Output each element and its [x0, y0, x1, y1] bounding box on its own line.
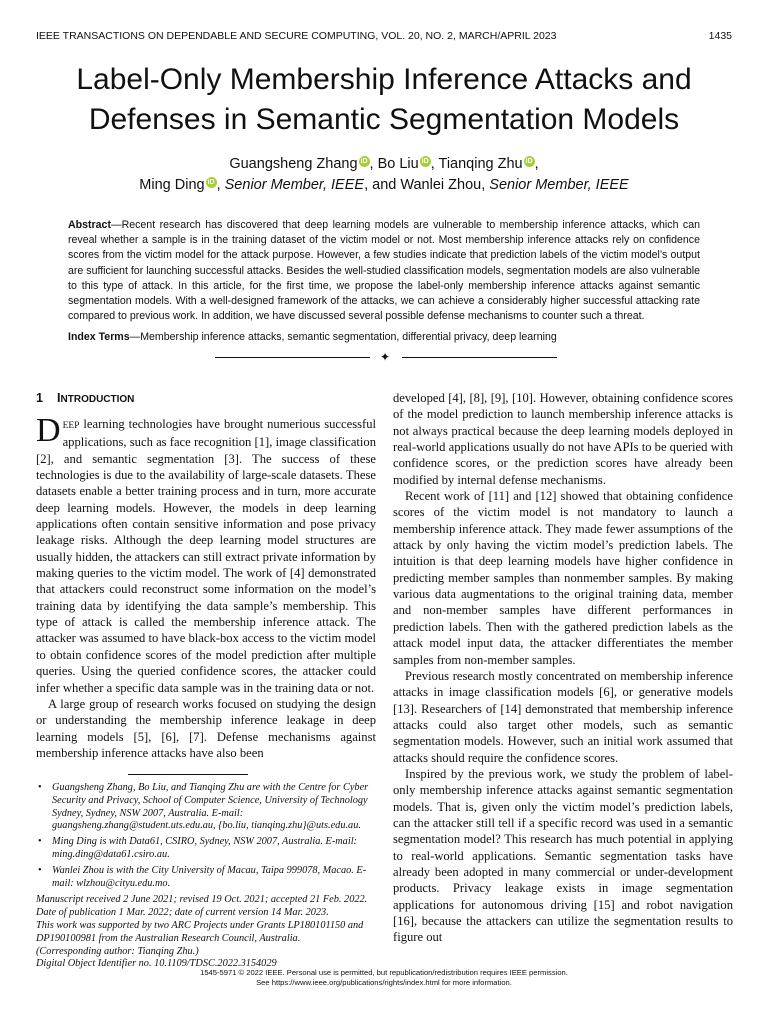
orcid-icon[interactable]: iD [207, 179, 215, 186]
paragraph: developed [4], [8], [9], [10]. However, obtaining confidence scores of the model prediction to launch membership inference attacks is not always practical because the deep learning models deployed in real-world applications usually do not have APIs to be queried with confidence scores, or the prediction scores have already been modified by internal defense mechanisms. [393, 391, 733, 487]
affiliation-note: • Wanlei Zhou is with the City University of Macau, Taipa 999078, Macao. E-mail: wlzhou@cityu.edu.mo. [36, 865, 378, 891]
index-terms-text: —Membership inference attacks, semantic segmentation, differential privacy, deep learning [129, 331, 557, 343]
paragraph-text: learning technologies have brought numerious successful applications, such as face recognition [1], image classification [2], and semantic segmentation [3]. The success of these technologies is due to the availability of large-scale datasets. These datasets enable a better training process and in turn, more accurate deep learning models. However, the models in deep learning applications often contain sensitive information and pose privacy leakage risks. Although the deep learning model structures are usually hidden, the attackers can still extract private information by making queries to the victim model. The work of [4] demonstrated that attackers could reconstruct some information on the model’s training data by identifying the data sample’s membership. This type of attack is called the membership inference attack. The attacker was assumed to have black-box access to the victim model to obtain confidence scores of the model prediction after multiple queries. Using the queried confidence scores, the attacker could infer whether a specific data sample was in the training data or not. [36, 417, 376, 695]
section-title-initial: I [57, 391, 61, 405]
page-number: 1435 [708, 30, 732, 42]
paragraph: Inspired by the previous work, we study the problem of label-only membership inference attacks against semantic segmentation models. That is, given only the victim model’s prediction labels, can the attacker still tell if a specific record was used in a semantic segmentation model? This research has much potential in applying to real-world applications. Semantic segmentation tasks have already been adopted in many commercial or under-development products. Privacy leakage exists in image segmentation applications for autonomous driving [15] and robot navigation [16], because the attackers can utilize the segmentation results to figure out [393, 766, 733, 945]
drop-cap-rest: EEP [62, 421, 80, 431]
divider-line [215, 357, 370, 358]
paragraph: A large group of research works focused on studying the design or understanding the membership inference leakage in deep learning models [5], [6], [7]. Defense mechanisms against membership inference attacks have also been [36, 696, 376, 760]
paragraph [36, 412, 376, 696]
orcid-icon[interactable]: iD [360, 158, 368, 165]
abstract [68, 218, 700, 324]
section-number: 1 [36, 391, 44, 405]
divider-line [402, 357, 557, 358]
author-name: Bo Liu [377, 156, 419, 172]
copyright-notice [0, 968, 768, 988]
author-role: Senior Member, IEEE [489, 177, 629, 193]
right-column [393, 390, 733, 946]
paper-title [0, 60, 768, 140]
author-name: Tianqing Zhu [438, 156, 523, 172]
index-terms-label: Index Terms [68, 331, 130, 343]
author-name: and Wanlei Zhou, [372, 177, 486, 193]
orcid-icon[interactable]: iD [525, 158, 533, 165]
paragraph: Previous research mostly concentrated on membership inference attacks in image classification models [6], or generative models [13]. Researchers of [14] demonstrated that membership inference attacks could also target other models, such as semantic segmentation models. However, such an initial work assumed that attacks should require the confidence scores. [393, 668, 733, 765]
author-list [0, 154, 768, 196]
author-line-1: Guangsheng Zhang iD , Bo Liu iD , Tianqing Zhu iD , [229, 156, 539, 172]
paragraph: Recent work of [11] and [12] showed that obtaining confidence scores of the victim model is not mandatory to launch a membership inference attack. They made fewer assumptions of the attack by only having the victim model’s prediction labels. The intuition is that deep learning models have higher confidence in predicting member samples than nonmember samples. By making various data augmentations to the original training data, member and non-member samples have different performances in prediction labels. Then with the gathered prediction labels as the attack model input data, the attacker differentiates the member samples from non-member samples. [393, 489, 733, 667]
left-column [36, 390, 376, 761]
section-divider [215, 349, 557, 367]
corresponding-author: (Corresponding author: Tianqing Zhu.) [36, 945, 199, 957]
affiliation-note: • Guangsheng Zhang, Bo Liu, and Tianqing Zhu are with the Centre for Cyber Security and Privacy, School of Computer Science, University of Technology Sydney, Sydney, NSW 2007, Australia. E-mail: guangsheng.zhang@student.uts.edu.au, {bo.liu, tianqing.zhu}@uts.edu.au. [36, 782, 378, 833]
section-heading [36, 390, 376, 408]
funding-note: This work was supported by two ARC Projects under Grants LP180101150 and DP190100981 from the Australian Research Council, Australia. [36, 919, 364, 944]
copyright-line-1: 1545-5971 © 2022 IEEE. Personal use is permitted, but republication/redistribution requires IEEE permission. [200, 968, 568, 977]
author-name: Guangsheng Zhang [229, 156, 358, 172]
affiliation-note: • Ming Ding is with Data61, CSIRO, Sydney, NSW 2007, Australia. E-mail: ming.ding@data61.csiro.au. [36, 836, 378, 862]
drop-cap: D [36, 412, 61, 449]
running-header [36, 30, 732, 42]
rights-link[interactable]: See https://www.ieee.org/publications/rights/index.html for more information. [256, 978, 512, 987]
orcid-icon[interactable]: iD [421, 158, 429, 165]
doi[interactable]: Digital Object Identifier no. 10.1109/TDSC.2022.3154029 [36, 958, 277, 970]
title-line-1: Label-Only Membership Inference Attacks and [76, 63, 692, 96]
abstract-text: —Recent research has discovered that deep learning models are vulnerable to membership inference attacks, which can reveal whether a sample is in the training dataset of the victim model or not. Most membership inference attacks rely on confidence scores from the victim model for the attack purpose. However, a few studies indicate that prediction labels of the victim model’s output are sufficient for launching successful attacks. Besides the well-studied classification models, segmentation models are also vulnerable to this type of attack. In this article, for the first time, we propose the label-only membership inference attacks against semantic segmentation models. With a well-designed framework of the attacks, we can achieve a considerably higher successful attacking rate compared to previous work. In addition, we have discussed several possible defense mechanisms to counter such a threat. [68, 219, 700, 323]
author-name: Ming Ding [139, 177, 205, 193]
journal-title: IEEE TRANSACTIONS ON DEPENDABLE AND SECURE COMPUTING, VOL. 20, NO. 2, MARCH/APRIL 2023 [36, 30, 557, 42]
section-title-rest: NTRODUCTION [60, 394, 135, 405]
author-role: Senior Member, IEEE [224, 177, 365, 193]
footnote-rule [128, 774, 248, 775]
author-line-2: Ming Ding iD , Senior Member, IEEE, and Wanlei Zhou, Senior Member, IEEE [139, 177, 629, 193]
abstract-label: Abstract [68, 219, 111, 231]
manuscript-info: Manuscript received 2 June 2021; revised 19 Oct. 2021; accepted 21 Feb. 2022. Date of publication 1 Mar. 2022; date of current version 14 Mar. 2023. [36, 894, 368, 919]
diamond-icon: ✦ [380, 350, 391, 364]
title-line-2: Defenses in Semantic Segmentation Models [88, 103, 680, 136]
index-terms [68, 330, 700, 345]
footnotes [36, 782, 378, 971]
